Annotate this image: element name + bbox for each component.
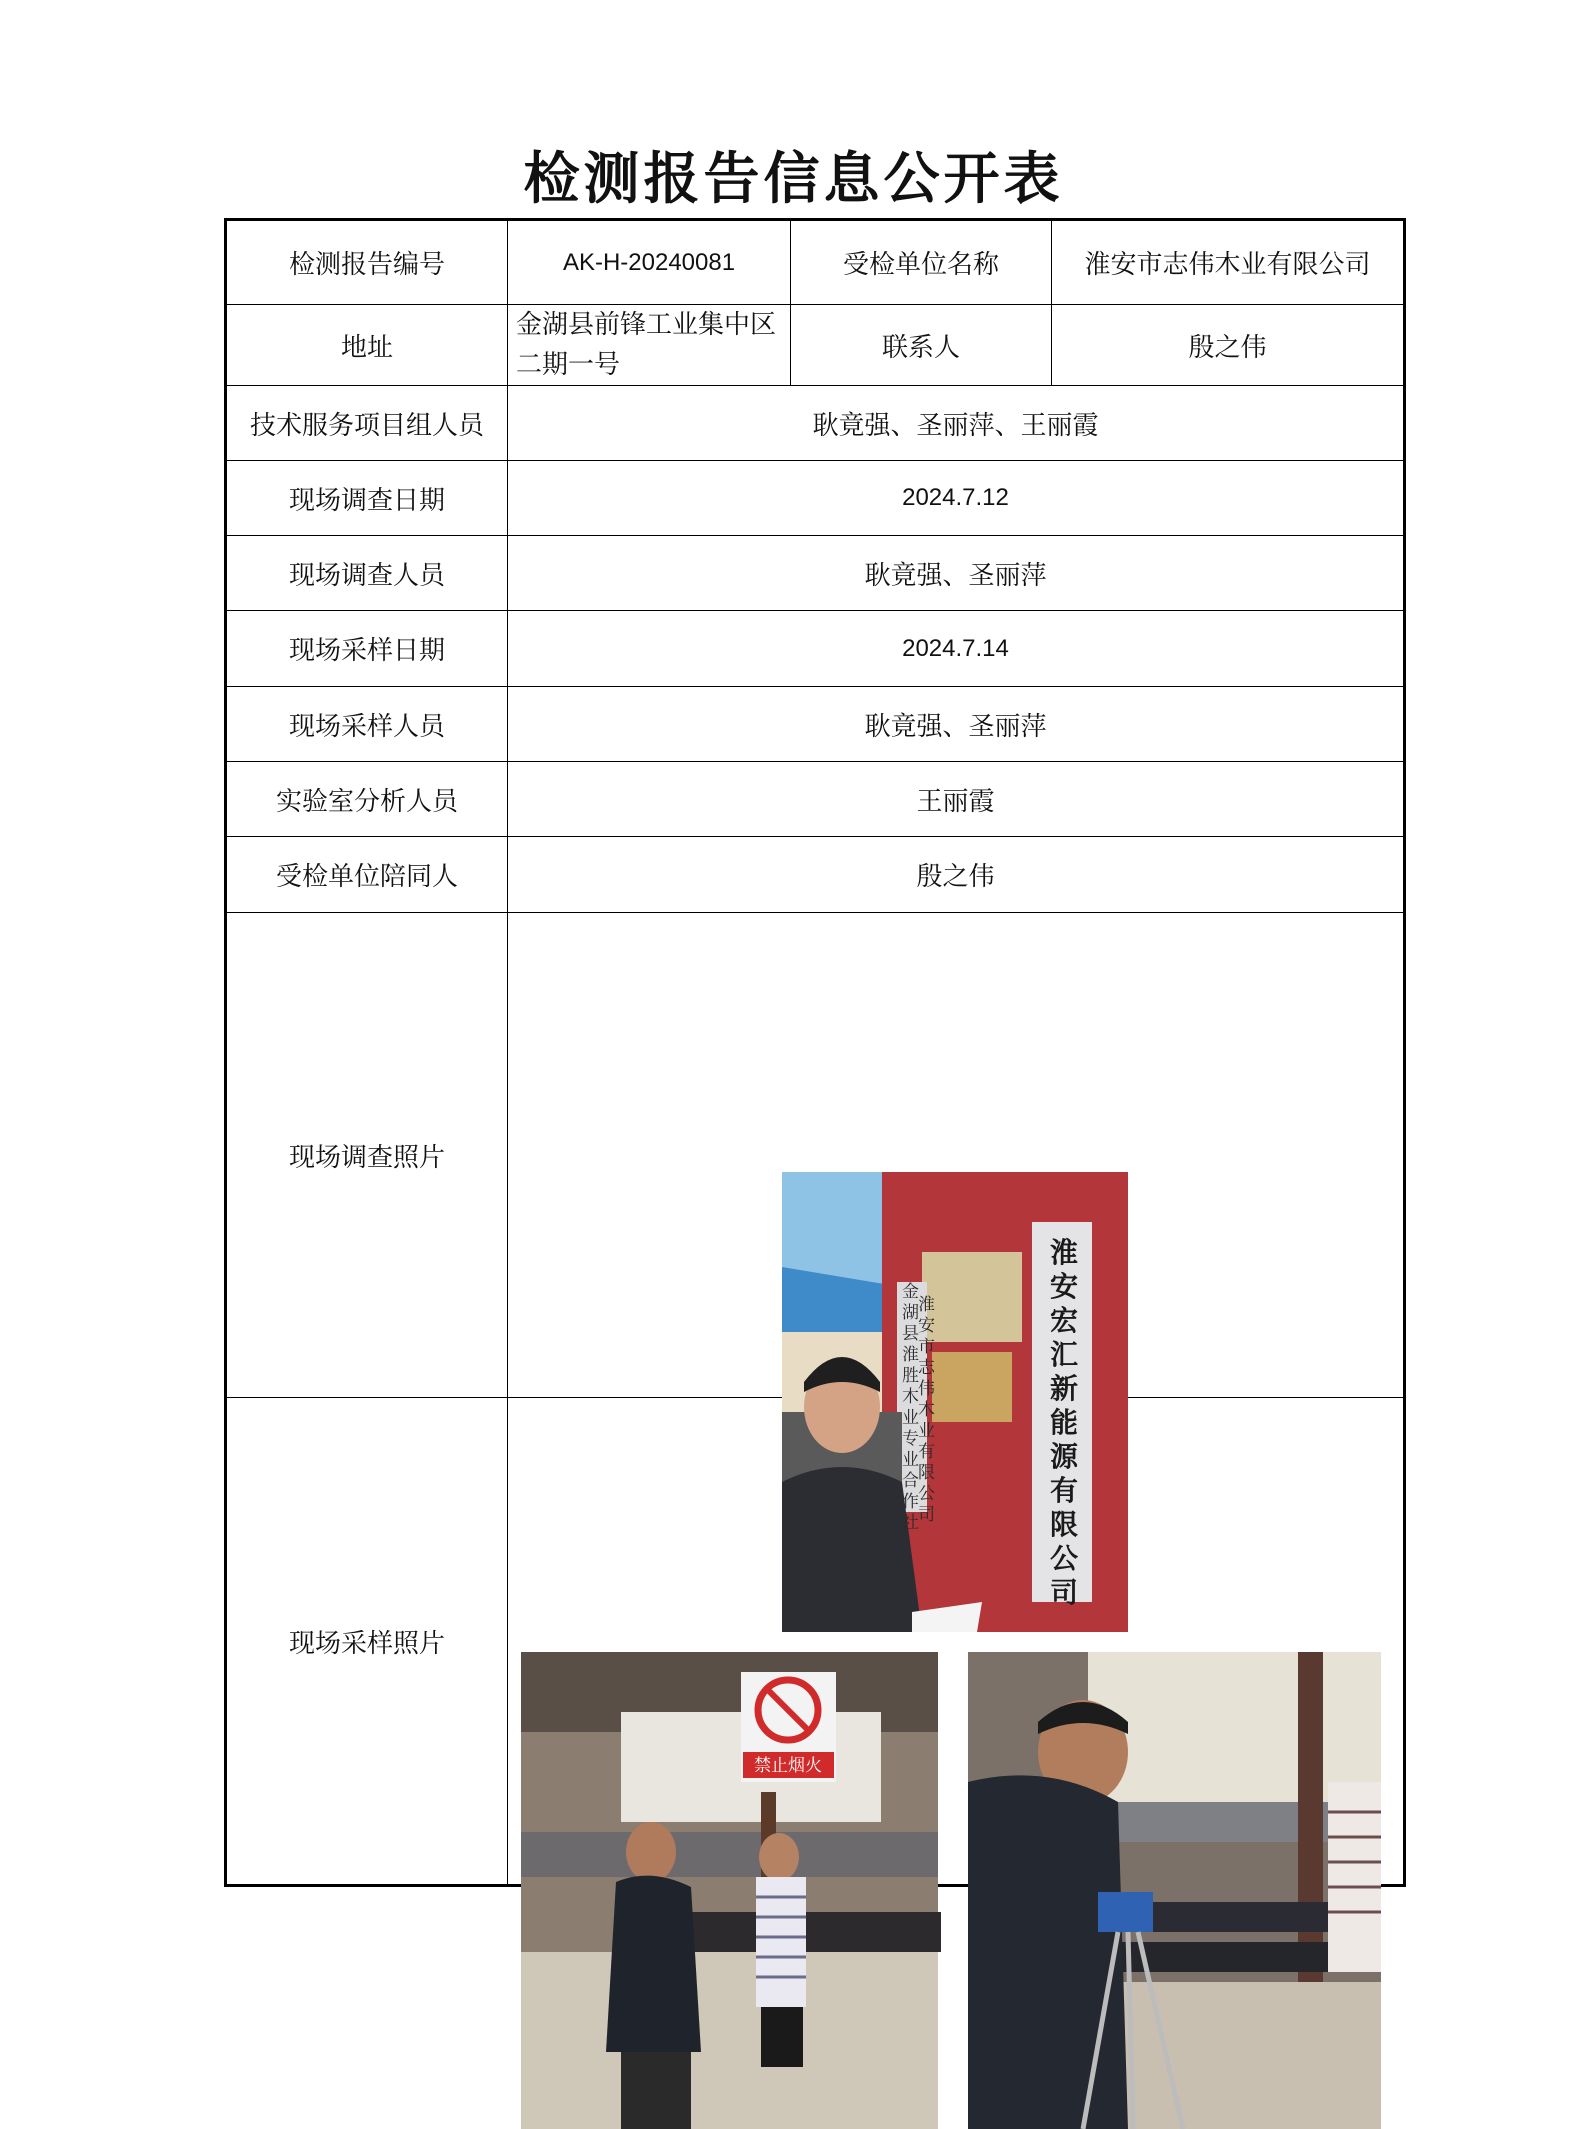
row-value: 2024.7.12 — [508, 461, 1405, 536]
page-title: 检测报告信息公开表 — [523, 146, 1064, 212]
survey-photo-label: 现场调查照片 — [226, 913, 508, 1398]
table-row — [226, 386, 1405, 461]
row-label: 受检单位陪同人 — [226, 837, 508, 913]
table-row — [226, 762, 1405, 837]
row-value: 殷之伟 — [508, 837, 1405, 913]
sign-text-3: 金湖县淮胜木业专业合作社 — [902, 1282, 919, 1533]
main-sign-text: 淮安宏汇新能源有限公司 — [1050, 1236, 1079, 1609]
report-no-value: AK-H-20240081 — [508, 220, 791, 305]
info-table — [224, 218, 1406, 1887]
row-value: 2024.7.14 — [508, 611, 1405, 687]
survey-photo-cell — [508, 913, 1405, 1609]
sign-text-2: 淮安市志伟木业有限公司 — [918, 1295, 935, 1525]
row-value: 耿竟强、圣丽萍 — [508, 536, 1405, 611]
contact-value: 殷之伟 — [1052, 305, 1405, 386]
unit-name-label: 受检单位名称 — [791, 220, 1052, 305]
row-label: 现场采样日期 — [226, 611, 508, 687]
row-label: 现场采样人员 — [226, 687, 508, 762]
contact-label: 联系人 — [791, 305, 1052, 386]
row-value: 王丽霞 — [508, 762, 1405, 837]
row-value: 耿竟强、圣丽萍 — [508, 687, 1405, 762]
sampling-photo-2 — [968, 1652, 1381, 2129]
address-value: 金湖县前锋工业集中区二期一号 — [508, 305, 791, 386]
sampling-photo-label: 现场采样照片 — [226, 1398, 508, 1886]
table-row — [226, 536, 1405, 611]
survey-photo — [782, 1172, 1128, 1632]
table-row — [226, 220, 1405, 305]
row-label: 技术服务项目组人员 — [226, 386, 508, 461]
report-no-label: 检测报告编号 — [226, 220, 508, 305]
sampling-photo-1 — [521, 1652, 938, 2129]
row-label: 现场调查日期 — [226, 461, 508, 536]
row-label: 实验室分析人员 — [226, 762, 508, 837]
table-row — [226, 913, 1405, 1398]
table-row — [226, 611, 1405, 687]
no-fire-sign-text: 禁止烟火 — [754, 1756, 822, 1776]
row-label: 现场调查人员 — [226, 536, 508, 611]
table-row — [226, 461, 1405, 536]
row-value: 耿竟强、圣丽萍、王丽霞 — [508, 386, 1405, 461]
table-row — [226, 687, 1405, 762]
address-label: 地址 — [226, 305, 508, 386]
table-row — [226, 305, 1405, 386]
table-row — [226, 837, 1405, 913]
unit-name-value: 淮安市志伟木业有限公司 — [1052, 220, 1405, 305]
